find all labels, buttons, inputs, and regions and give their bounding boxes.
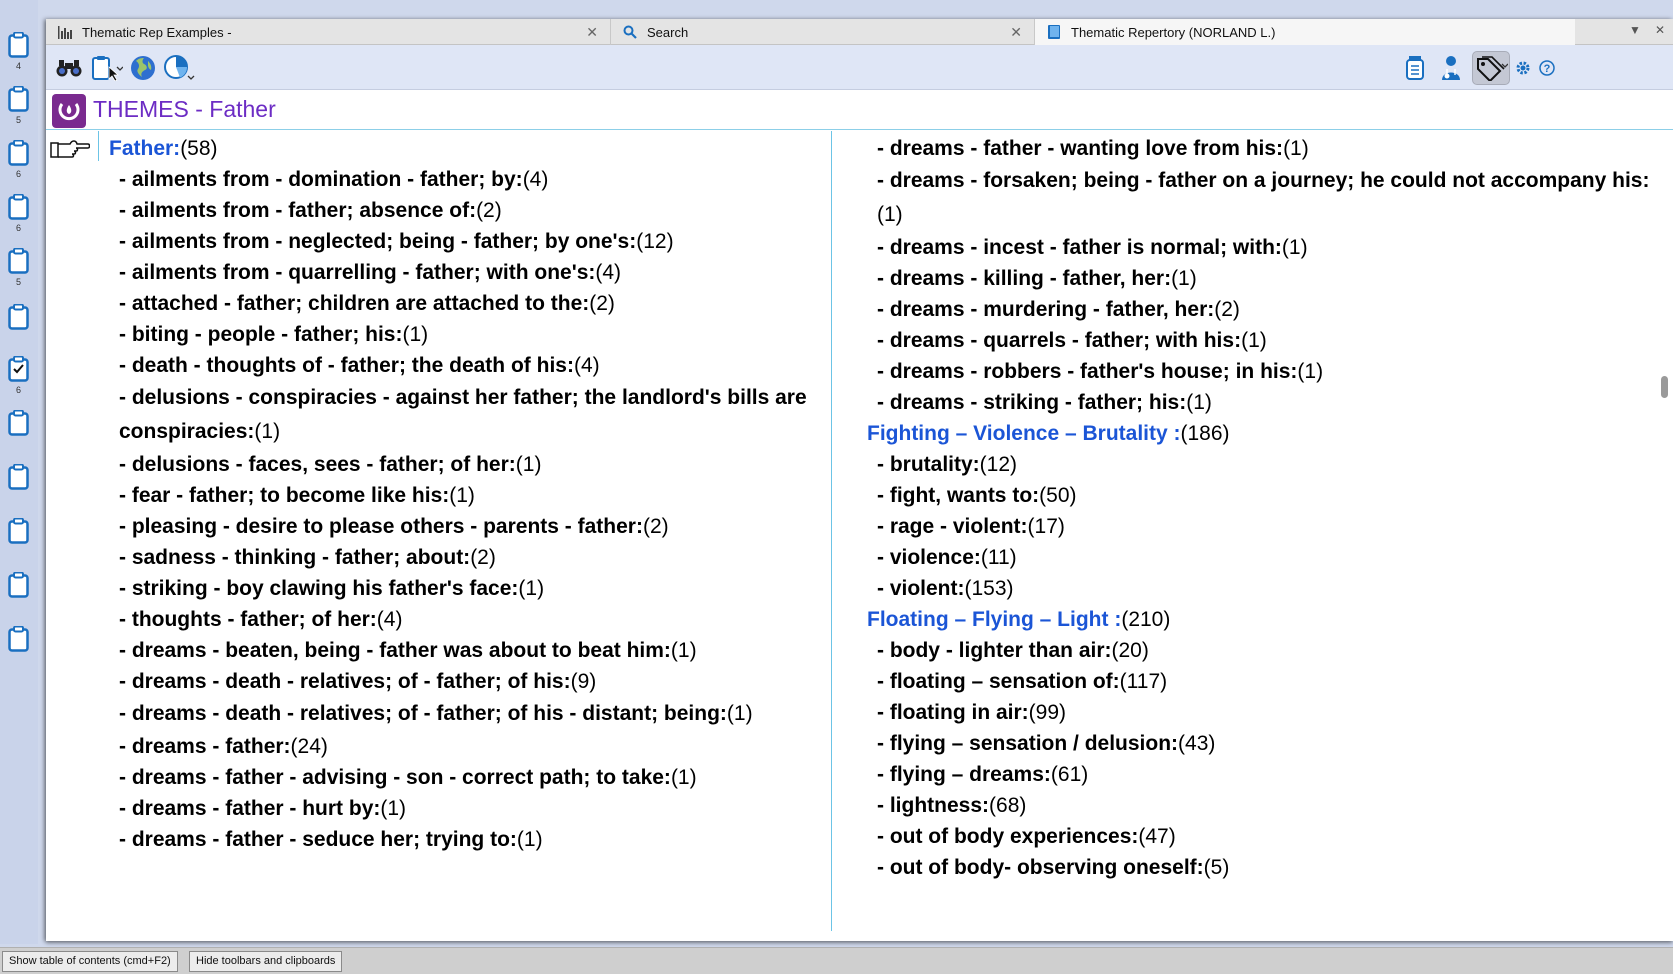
clipboard-item[interactable] [8, 32, 29, 71]
page-title: THEMES - Father [93, 96, 276, 122]
rubric-row[interactable] [109, 666, 814, 697]
rubric-text: - dreams - father - wanting love from his: [877, 137, 1284, 160]
clipboard-icon [8, 626, 29, 652]
rubric-text: - ailments from - neglected; being - father; by one's: [119, 230, 637, 253]
rubric-text: - floating – sensation of: [877, 670, 1120, 693]
rubric-count: (1) [449, 484, 475, 507]
clipboard-icon [8, 410, 29, 436]
hide-toolbars-button[interactable]: Hide toolbars and clipboards [189, 951, 342, 972]
rubric-count: (68) [989, 794, 1027, 817]
binoculars-icon[interactable] [54, 51, 84, 85]
clipboard-select-icon[interactable] [90, 51, 124, 85]
clipboard-item[interactable] [8, 248, 29, 287]
rubric-text: - violence: [877, 546, 981, 569]
clipboard-icon [8, 86, 29, 112]
rubric-text: - flying – dreams: [877, 763, 1051, 786]
rubric-count: (1) [1283, 137, 1309, 160]
help-icon[interactable] [1538, 51, 1556, 85]
rubric-row[interactable] [867, 232, 1657, 263]
rubric-count: (11) [980, 546, 1017, 569]
rubric-text: - ailments from - domination - father; by: [119, 168, 523, 191]
rubric-text: - fear - father; to become like his: [119, 484, 450, 507]
rubric-text: - out of body experiences: [877, 825, 1139, 848]
close-window-icon[interactable]: ✕ [1654, 23, 1665, 37]
rubric-count: (4) [595, 261, 622, 284]
clipboard-item[interactable] [8, 626, 29, 652]
rubric-row[interactable] [867, 635, 1657, 666]
rubric-row[interactable] [109, 762, 814, 793]
rubric-count: (1) [877, 203, 903, 226]
rubric-text: - delusions - faces, sees - father; of her: [119, 453, 516, 476]
repertory-content [46, 131, 1673, 931]
rubric-row[interactable] [109, 257, 814, 288]
rubric-row[interactable] [867, 480, 1657, 511]
rubric-text: - flying – sensation / delusion: [877, 732, 1179, 755]
rubric-row[interactable] [109, 731, 814, 762]
clipboard-icon [8, 194, 29, 220]
clipboard-icon [8, 518, 29, 544]
clipboard-count: 6 [15, 169, 21, 179]
rubric-text: - dreams - murdering - father, her: [877, 298, 1215, 321]
rubric-count: (2) [642, 515, 669, 538]
rubric-text: - dreams - father - advising - son - correct path; to take: [119, 766, 671, 789]
book-icon [1047, 25, 1061, 39]
rubric-text: - dreams - father - seduce her; trying to: [119, 828, 517, 851]
rubric-text: - dreams - death - relatives; of - father; of his: [119, 670, 571, 693]
rubric-row[interactable] [867, 449, 1657, 480]
gear-icon[interactable] [1514, 51, 1532, 85]
rubric-text: - body - lighter than air: [877, 639, 1112, 662]
left-column [109, 133, 814, 855]
clipboard-icon [8, 304, 29, 330]
clipboard-count: 4 [15, 61, 21, 71]
rubric-count: (2) [476, 199, 502, 222]
rubric-count: (153) [964, 577, 1014, 600]
rubric-row[interactable] [109, 697, 814, 731]
rubric-count: (43) [1178, 732, 1216, 755]
toolbar [46, 45, 1673, 90]
clipboard-count: 6 [15, 223, 21, 233]
clipboard-item[interactable] [8, 304, 29, 330]
rubric-text: - violent: [877, 577, 965, 600]
clipboard-icon [8, 464, 29, 490]
rubric-row[interactable] [867, 759, 1657, 790]
rubric-text: - fight, wants to: [877, 484, 1040, 507]
rubric-row[interactable] [109, 449, 814, 480]
rubric-row[interactable] [109, 604, 814, 635]
page-title-bar [46, 90, 1673, 130]
rubric-count: (4) [522, 168, 549, 191]
rubric-count: (117) [1119, 670, 1168, 693]
rubric-count: (1) [1297, 360, 1324, 383]
clipboard-count: 5 [15, 115, 21, 125]
themes-logo-icon [52, 94, 86, 128]
rubric-row[interactable] [867, 821, 1657, 852]
rubric-text: - dreams - father - hurt by: [119, 797, 381, 820]
rubric-count: (186) [1180, 422, 1230, 445]
rubric-row[interactable] [109, 288, 814, 319]
jar-icon[interactable] [1402, 51, 1428, 85]
rubric-count: (1) [518, 577, 545, 600]
main-window [46, 19, 1673, 941]
clipboard-icon [8, 140, 29, 166]
clipboard-icon [8, 356, 29, 382]
rubric-row[interactable] [109, 793, 814, 824]
rubric-heading[interactable] [867, 604, 1657, 635]
clipboard-icon [8, 248, 29, 274]
rubric-row[interactable] [867, 511, 1657, 542]
rubric-text: - lightness: [877, 794, 990, 817]
rubric-text: - death - thoughts of - father; the death of his: [119, 354, 574, 377]
rubric-heading[interactable] [867, 418, 1657, 449]
rubric-count: (24) [290, 735, 328, 758]
clipboard-item[interactable] [8, 194, 29, 233]
clipboard-item[interactable] [8, 518, 29, 544]
rubric-row[interactable] [867, 263, 1657, 294]
rubric-count: (1) [1281, 236, 1308, 259]
rubric-count: (2) [1214, 298, 1240, 321]
rubric-row[interactable] [109, 195, 814, 226]
rubric-row[interactable] [109, 226, 814, 257]
clipboard-item[interactable] [8, 86, 29, 125]
rubric-text: - dreams - robbers - father's house; in his: [877, 360, 1298, 383]
rubric-row[interactable] [867, 294, 1657, 325]
rubric-count: (9) [570, 670, 597, 693]
rubric-count: (99) [1028, 701, 1067, 724]
rubric-row[interactable] [109, 381, 814, 449]
rubric-count: (4) [376, 608, 403, 631]
rubric-count: (12) [979, 453, 1018, 476]
rubric-count: (4) [573, 354, 600, 377]
rubric-row[interactable] [867, 325, 1657, 356]
rubric-text: - out of body- observing oneself: [877, 856, 1204, 879]
column-divider [831, 131, 832, 931]
rubric-count: (1) [1171, 267, 1197, 290]
rubric-text: - sadness - thinking - father; about: [119, 546, 471, 569]
rubric-text: - biting - people - father; his: [119, 323, 403, 346]
right-column [867, 133, 1657, 883]
rubric-text: - floating in air: [877, 701, 1029, 724]
rubric-count: (1) [516, 828, 543, 851]
rubric-text: Floating – Flying – Light : [867, 608, 1122, 631]
tab-label: Thematic Rep Examples - [82, 24, 232, 40]
clipboard-rail [0, 0, 38, 944]
rubric-text: - dreams - striking - father; his: [877, 391, 1187, 414]
rubric-text: - thoughts - father; of her: [119, 608, 377, 631]
rubric-text: - dreams - killing - father, her: [877, 267, 1172, 290]
close-icon[interactable]: ✕ [1010, 24, 1022, 40]
rubric-count: (1) [726, 702, 753, 725]
rubric-count: (47) [1138, 825, 1176, 848]
rubric-row[interactable] [867, 164, 1657, 232]
svg-text:?: ? [1543, 63, 1551, 75]
chart-icon [58, 25, 72, 39]
rubric-count: (1) [1241, 329, 1267, 352]
scrollbar-thumb[interactable] [1661, 376, 1668, 398]
doctor-icon[interactable] [1438, 51, 1464, 85]
tab-bar [46, 19, 1673, 45]
clipboard-item[interactable] [8, 140, 29, 179]
rubric-row[interactable] [867, 728, 1657, 759]
rubric-row[interactable] [109, 319, 814, 350]
clipboard-item[interactable] [8, 356, 29, 395]
tab-search[interactable] [611, 19, 1035, 45]
clipboard-count: 6 [15, 385, 21, 395]
rubric-row[interactable] [109, 573, 814, 604]
rubric-text: - rage - violent: [877, 515, 1028, 538]
rubric-row[interactable] [867, 852, 1657, 883]
rubric-row[interactable] [867, 666, 1657, 697]
rubric-count: (1) [670, 639, 697, 662]
rubric-row[interactable] [867, 697, 1657, 728]
rubric-text: - delusions - conspiracies - against her father; the landlord's bills are conspiracies: [119, 386, 807, 443]
tab-thematic-rep-examples[interactable] [46, 19, 611, 45]
rubric-count: (1) [380, 797, 407, 820]
tab-label: Search [647, 24, 689, 40]
rubric-count: (1) [254, 420, 281, 443]
rubric-count: (61) [1050, 763, 1089, 786]
rubric-text: - dreams - death - relatives; of - father; of his - distant; being: [119, 702, 727, 725]
rubric-text: - dreams - quarrels - father; with his: [877, 329, 1242, 352]
rubric-count: (1) [515, 453, 542, 476]
close-icon[interactable]: ✕ [586, 24, 598, 40]
rubric-row[interactable] [109, 635, 814, 666]
globe-icon[interactable] [128, 51, 158, 85]
tab-label: Thematic Repertory (NORLAND L.) [1071, 24, 1276, 40]
rubric-count: (58) [180, 137, 218, 160]
clipboard-item[interactable] [8, 464, 29, 490]
clipboard-icon [8, 572, 29, 598]
clipboard-icon [8, 32, 29, 58]
search-icon [623, 25, 637, 39]
rubric-text: Fighting – Violence – Brutality : [867, 422, 1181, 445]
rubric-row[interactable] [867, 790, 1657, 821]
rubric-count: (210) [1121, 608, 1171, 631]
rubric-text: - dreams - father: [119, 735, 291, 758]
rubric-row[interactable] [867, 573, 1657, 604]
rubric-row[interactable] [867, 133, 1657, 164]
rubric-row[interactable] [109, 511, 814, 542]
rubric-text: - dreams - forsaken; being - father on a journey; he could not accompany his: [877, 169, 1650, 192]
rubric-row[interactable] [867, 387, 1657, 418]
rubric-text: - striking - boy clawing his father's face: [119, 577, 519, 600]
status-bar [0, 947, 1673, 974]
rubric-count: (2) [470, 546, 496, 569]
rubric-row[interactable] [867, 542, 1657, 573]
rubric-count: (17) [1027, 515, 1065, 538]
rubric-row[interactable] [109, 824, 814, 855]
rubric-text: - dreams - beaten, being - father was about to beat him: [119, 639, 671, 662]
show-toc-button[interactable]: Show table of contents (cmd+F2) [2, 951, 178, 972]
tab-thematic-repertory[interactable] [1035, 19, 1575, 45]
rubric-row[interactable] [109, 542, 814, 573]
rubric-text: - attached - father; children are attached to the: [119, 292, 590, 315]
rubric-text: - pleasing - desire to please others - parents - father: [119, 515, 643, 538]
rubric-count: (20) [1111, 639, 1149, 662]
rubric-row[interactable] [109, 350, 814, 381]
rubric-text: - dreams - incest - father is normal; with: [877, 236, 1282, 259]
pointing-hand-icon[interactable] [50, 137, 90, 166]
rubric-count: (12) [636, 230, 674, 253]
rubric-count: (5) [1203, 856, 1230, 879]
rubric-count: (1) [1186, 391, 1212, 414]
rubric-count: (2) [589, 292, 615, 315]
rubric-text: - ailments from - father; absence of: [119, 199, 477, 222]
rubric-heading[interactable] [109, 133, 814, 164]
rubric-row[interactable] [867, 356, 1657, 387]
tag-icon[interactable] [1472, 51, 1510, 85]
rubric-row[interactable] [109, 164, 814, 195]
pie-chart-icon[interactable] [162, 51, 196, 85]
tab-menu-icon[interactable]: ▼ [1629, 23, 1641, 37]
rubric-row[interactable] [109, 480, 814, 511]
rubric-text: Father: [109, 137, 181, 160]
clipboard-item[interactable] [8, 410, 29, 436]
rubric-text: - ailments from - quarrelling - father; with one's: [119, 261, 596, 284]
clipboard-count: 5 [15, 277, 21, 287]
rubric-count: (50) [1039, 484, 1077, 507]
rubric-count: (1) [402, 323, 429, 346]
rubric-count: (1) [670, 766, 697, 789]
rubric-text: - brutality: [877, 453, 980, 476]
clipboard-item[interactable] [8, 572, 29, 598]
